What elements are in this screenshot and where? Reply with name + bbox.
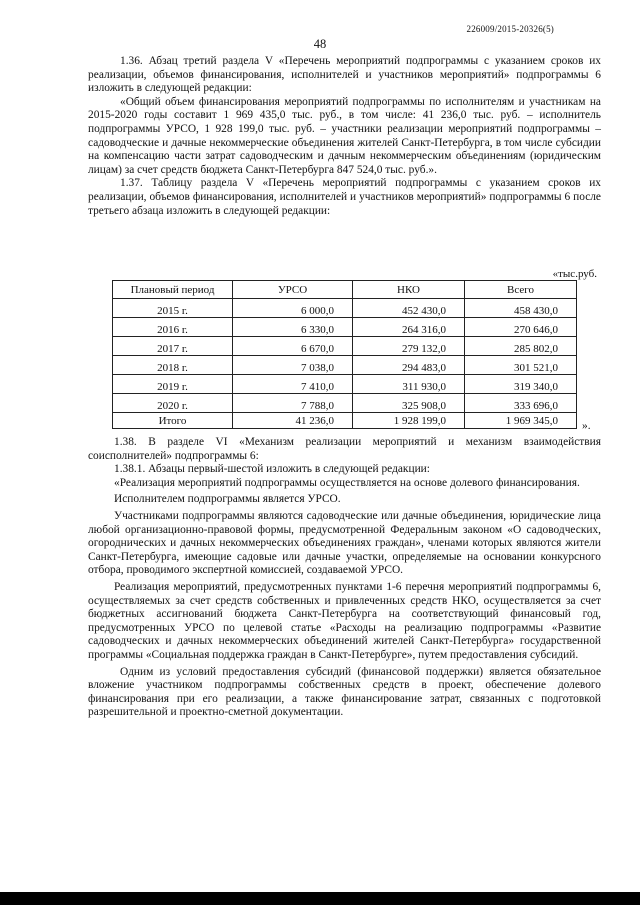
table-cell-nko: 1 928 199,0 — [353, 413, 465, 429]
paragraph-1-36: 1.36. Абзац третий раздела V «Перечень мероприятий подпрограммы с указанием сроков их реализации, объемов финансирования, исполнителей и участников мероприятий» подпрограммы 6 изложить в следующей редакции: — [88, 55, 601, 95]
table-cell-urso: 6 330,0 — [233, 318, 353, 337]
financing-table — [112, 280, 577, 429]
paragraph-subsidy-conditions: Одним из условий предоставления субсидий (финансовой поддержки) является обязательное вложение участником подпрограммы собственных средств в проект, обеспечение долевого финансирования при его реализации, а также финансирование затрат, связанных с подготовкой разрешительной и проектно-сметной документации. — [88, 665, 601, 719]
text-block-top — [88, 55, 601, 218]
table-cell-nko: 294 483,0 — [353, 356, 465, 375]
table-cell-period: 2015 г. — [113, 299, 233, 318]
table-cell-nko: 279 132,0 — [353, 337, 465, 356]
table-header-cell: УРСО — [233, 281, 353, 299]
table-header-cell: НКО — [353, 281, 465, 299]
page-number: 48 — [313, 37, 327, 51]
table-cell-nko: 325 908,0 — [353, 394, 465, 413]
paragraph-financing-basis: «Реализация мероприятий подпрограммы осуществляется на основе долевого финансирования. — [114, 476, 580, 489]
paragraph-executor: Исполнителем подпрограммы является УРСО. — [114, 493, 341, 506]
table-cell-nko: 452 430,0 — [353, 299, 465, 318]
table-cell-total: 285 802,0 — [465, 337, 577, 356]
table-cell-nko: 311 930,0 — [353, 375, 465, 394]
paragraph-1-38-1: 1.38.1. Абзацы первый-шестой изложить в следующей редакции: — [114, 463, 430, 476]
table-cell-total: 301 521,0 — [465, 356, 577, 375]
table-cell-urso: 7 038,0 — [233, 356, 353, 375]
table-cell-total: 458 430,0 — [465, 299, 577, 318]
table-row — [113, 356, 577, 375]
paragraph-1-38: 1.38. В разделе VI «Механизм реализации мероприятий и механизм взаимодействия соисполнителей» подпрограммы 6: — [88, 436, 601, 462]
table-cell-period: 2020 г. — [113, 394, 233, 413]
paragraph-1-37: 1.37. Таблицу раздела V «Перечень мероприятий подпрограммы с указанием сроков их реализации, объемов финансирования, исполнителей и участников мероприятий» подпрограммы 6 после третьего абзаца изложить в следующей редакции: — [88, 177, 601, 217]
scan-bottom-edge — [0, 892, 640, 905]
quote-total-financing: «Общий объем финансирования мероприятий подпрограммы по исполнителям и участникам на 2015-2020 годы составит 1 969 435,0 тыс. руб., в том числе: 41 236,0 тыс. руб. – исполнитель подпрограммы УРСО, 1 928 199,0 тыс. руб. – участники реализации мероприятий подпрограммы – садоводческие и дачные некоммерческие объединения жителей Санкт-Петербурга, в том числе субсидии на компенсацию части затрат садоводческим и дачным некоммерческим объединениям (юридическим лицам) за счет средств бюджета Санкт-Петербурга 847 524,0 тыс. руб.». — [88, 95, 601, 176]
table-cell-total: 1 969 345,0 — [465, 413, 577, 429]
table-row — [113, 337, 577, 356]
table-cell-nko: 264 316,0 — [353, 318, 465, 337]
table-cell-period: 2018 г. — [113, 356, 233, 375]
table-row — [113, 318, 577, 337]
table-cell-total: 270 646,0 — [465, 318, 577, 337]
table-cell-urso: 6 670,0 — [233, 337, 353, 356]
table-closing-quote: ». — [582, 420, 591, 432]
paragraph-implementation: Реализация мероприятий, предусмотренных пунктами 1-6 перечня мероприятий подпрограммы 6, осуществляемых за счет средств собственных и привлеченных средств НКО, осуществляется за счет бюджетных ассигнований бюджета Санкт-Петербурга на соответствующий финансовый год, предусмотренных УРСО по целевой статье «Расходы на реализацию подпрограммы «Развитие садоводческих и дачных некоммерческих объединений жителей Санкт-Петербурга» государственной программы «Социальная поддержка граждан в Санкт-Петербурге», путем предоставления субсидий. — [88, 580, 601, 661]
table-cell-total: 319 340,0 — [465, 375, 577, 394]
table-header-row — [113, 281, 577, 299]
table-cell-urso: 7 410,0 — [233, 375, 353, 394]
table-row — [113, 375, 577, 394]
table-header-cell: Плановый период — [113, 281, 233, 299]
table-header-cell: Всего — [465, 281, 577, 299]
table-cell-total: 333 696,0 — [465, 394, 577, 413]
table-cell-period: 2019 г. — [113, 375, 233, 394]
paragraph-participants: Участниками подпрограммы являются садоводческие или дачные объединения, юридические лица любой организационно-правовой формы, предусмотренной Федеральным законом «О садоводческих, огороднических и дачных некоммерческих объединениях граждан», членами которых являются жители Санкт-Петербурга, имеющие садовые или дачные участки, определяемые на основании конкурсного отбора, проводимого экспертной комиссией, создаваемой УРСО. — [88, 509, 601, 577]
table-cell-period: 2016 г. — [113, 318, 233, 337]
table-cell-urso: 41 236,0 — [233, 413, 353, 429]
table-cell-period: Итого — [113, 413, 233, 429]
unit-label: «тыс.руб. — [552, 268, 597, 280]
table-row — [113, 299, 577, 318]
table-cell-urso: 6 000,0 — [233, 299, 353, 318]
table-cell-period: 2017 г. — [113, 337, 233, 356]
text-block-bottom — [88, 436, 601, 720]
table-cell-urso: 7 788,0 — [233, 394, 353, 413]
document-number: 226009/2015-20326(5) — [466, 24, 554, 34]
table-total-row — [113, 413, 577, 429]
table-row — [113, 394, 577, 413]
